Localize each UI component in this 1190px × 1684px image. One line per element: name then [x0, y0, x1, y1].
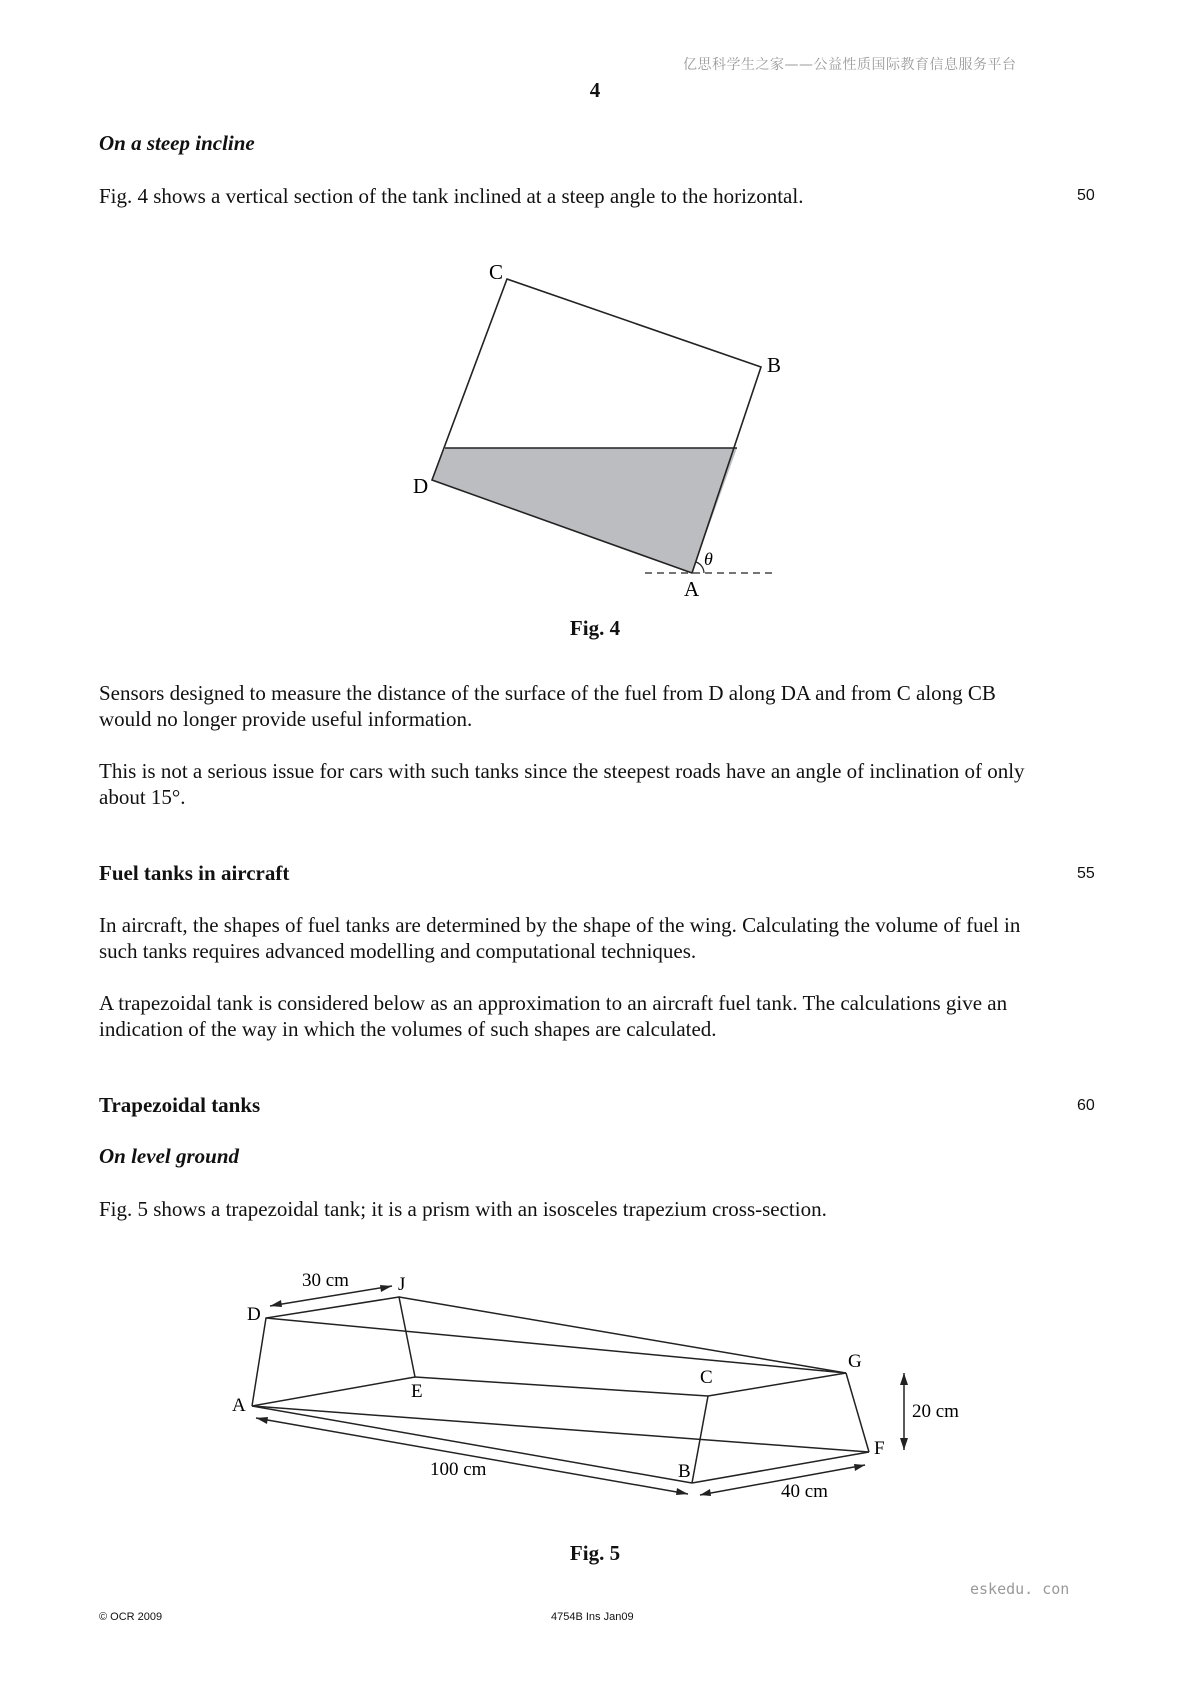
fig5-arrowhead-height-top: [900, 1373, 908, 1385]
fig4-caption: Fig. 4: [569, 616, 621, 640]
fig5-label-j: J: [398, 1274, 406, 1295]
fig5-edge-jg: [399, 1297, 846, 1373]
fig5-intro-text: Fig. 5 shows a trapezoidal tank; it is a prism with an isosceles trapezium cross-section.: [99, 1197, 827, 1221]
page-number: 4: [589, 78, 601, 102]
fig5-dim-length: [256, 1418, 688, 1494]
aircraft-paragraph-1: In aircraft, the shapes of fuel tanks are determined by the shape of the wing. Calculating the volume of fuel in such tanks requires advanced modelling and computational techniques.: [99, 913, 1021, 963]
line-number-50: 50: [1077, 187, 1095, 204]
fig5-edge-dg: [266, 1318, 846, 1373]
fig5-arrowhead-bottom-left: [700, 1489, 711, 1496]
footer-copyright: © OCR 2009: [99, 1611, 163, 1623]
line-number-55: 55: [1077, 865, 1095, 882]
sensors-paragraph: Sensors designed to measure the distance of the surface of the fuel from D along DA and from C along CB would no longer provide useful information.: [99, 681, 996, 731]
fig4-label-b: B: [767, 353, 782, 377]
fig4-angle-arc: [696, 562, 704, 573]
section-heading-aircraft: Fuel tanks in aircraft: [99, 861, 290, 885]
fig5-label-g: G: [848, 1351, 862, 1372]
fig5-label-length: 100 cm: [430, 1459, 487, 1480]
fig5-edge-bf: [692, 1452, 869, 1483]
fig4-label-a: A: [684, 577, 700, 601]
fig5-label-height: 20 cm: [912, 1401, 959, 1422]
line-number-60: 60: [1077, 1097, 1095, 1114]
watermark-bottom: eskedu. con: [970, 1580, 1070, 1598]
section-heading-trapezoidal: Trapezoidal tanks: [99, 1093, 261, 1117]
fig5-arrowhead-top-left: [270, 1300, 282, 1307]
fig5-edge-gf: [846, 1373, 869, 1452]
fig4-label-d: D: [413, 474, 429, 498]
fig5-label-top-width: 30 cm: [302, 1270, 349, 1291]
fig4-label-c: C: [489, 260, 504, 284]
fig5-label-f: F: [874, 1438, 885, 1459]
fig5-label-e: E: [411, 1381, 423, 1402]
fig5-edge-ec: [415, 1377, 708, 1396]
footer-code: 4754B Ins Jan09: [551, 1611, 634, 1623]
fig4-diagram: [0, 0, 1190, 640]
subheading-level-ground: On level ground: [99, 1144, 240, 1168]
fig5-label-b: B: [678, 1461, 691, 1482]
fig5-arrowhead-top-right: [380, 1285, 392, 1292]
fig5-arrowhead-length-left: [256, 1417, 268, 1424]
fig4-label-theta: θ: [704, 549, 713, 569]
aircraft-paragraph-2: A trapezoidal tank is considered below as an approximation to an aircraft fuel tank. The calculations give an indication of the way in which the volumes of such shapes are calculated.: [99, 991, 1008, 1041]
fig5-label-c: C: [700, 1367, 713, 1388]
fig4-fuel-region: [432, 448, 737, 573]
fig5-front-face: [252, 1297, 415, 1406]
fig4-intro-text: Fig. 4 shows a vertical section of the tank inclined at a steep angle to the horizontal.: [99, 184, 804, 208]
fig5-arrowhead-length-right: [676, 1488, 688, 1495]
fig5-arrowhead-height-bottom: [900, 1438, 908, 1450]
fig5-label-a: A: [232, 1395, 246, 1416]
roads-paragraph: This is not a serious issue for cars with such tanks since the steepest roads have an angle of inclination of only about 15°.: [99, 759, 1025, 809]
fig5-arrowhead-bottom-right: [854, 1464, 865, 1471]
fig5-edge-cg: [708, 1373, 846, 1396]
fig5-diagram: [0, 1240, 1190, 1520]
fig5-label-bottom-width: 40 cm: [781, 1481, 828, 1502]
fig5-label-d: D: [247, 1304, 261, 1325]
fig5-edge-af: [252, 1406, 869, 1452]
section-heading-steep-incline: On a steep incline: [99, 131, 255, 155]
watermark-top: 亿思科学生之家——公益性质国际教育信息服务平台: [683, 57, 1017, 73]
fig5-caption: Fig. 5: [569, 1541, 621, 1565]
